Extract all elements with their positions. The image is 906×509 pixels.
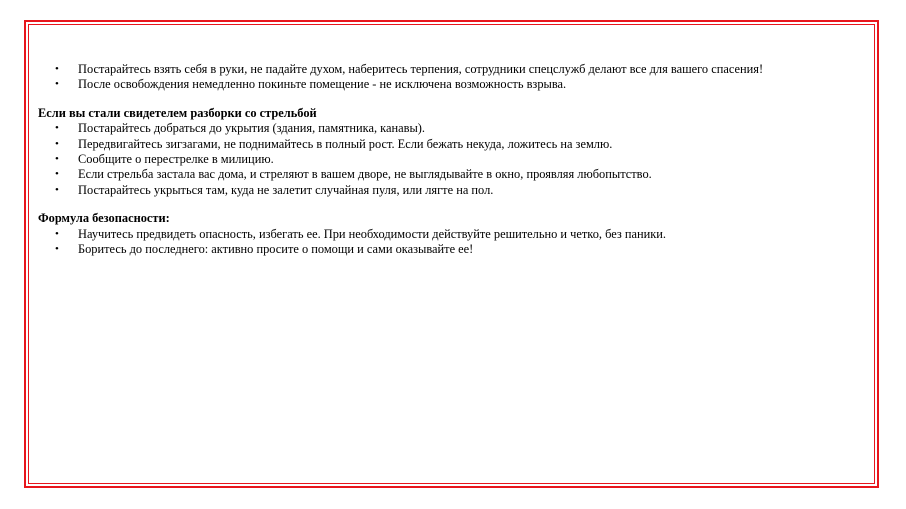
list-item: • Постарайтесь взять себя в руки, не падайте духом, наберитесь терпения, сотрудники спецслужб делают все для вашего спасения! [38,62,868,77]
safety-formula-heading: Формула безопасности: [38,211,170,226]
hostage-tips-list [38,62,868,93]
list-item: • Если стрельба застала вас дома, и стреляют в вашем дворе, не выглядывайте в окно, проявляя любопытство. [38,167,868,182]
list-item: • После освобождения немедленно покиньте помещение - не исключена возможность взрыва. [38,77,868,92]
list-item: • Постарайтесь добраться до укрытия (здания, памятника, канавы). [38,121,868,136]
list-item: • Боритесь до последнего: активно просите о помощи и сами оказывайте ее! [38,242,868,257]
shooting-tips-list [38,121,868,198]
safety-formula-list [38,227,868,258]
list-item: • Передвигайтесь зигзагами, не поднимайтесь в полный рост. Если бежать некуда, ложитесь на землю. [38,137,868,152]
list-item: • Сообщите о перестрелке в милицию. [38,152,868,167]
list-item: • Научитесь предвидеть опасность, избегать ее. При необходимости действуйте решительно и четко, без паники. [38,227,868,242]
list-item: • Постарайтесь укрыться там, куда не залетит случайная пуля, или лягте на пол. [38,183,868,198]
slide-content [38,62,868,257]
shooting-section-heading: Если вы стали свидетелем разборки со стрельбой [38,105,317,120]
